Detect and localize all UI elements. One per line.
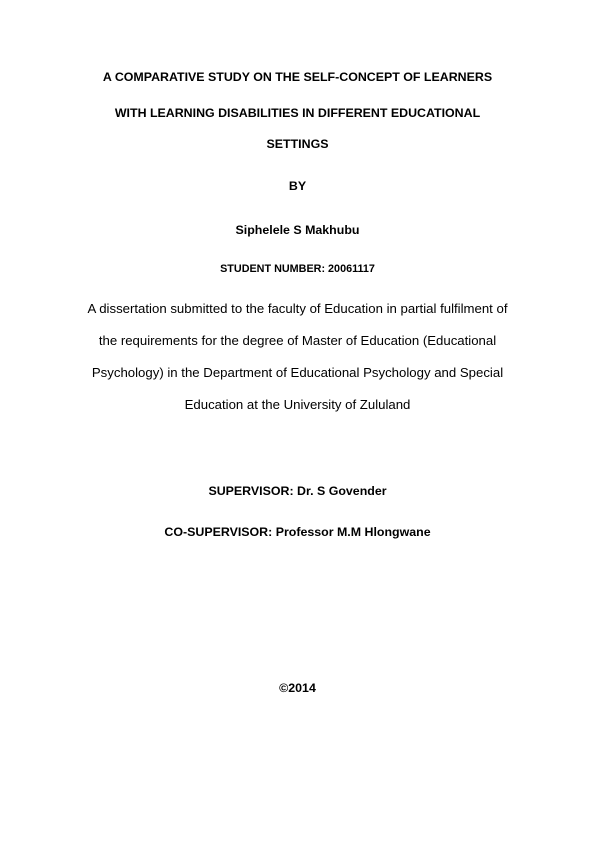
title-line-1: A COMPARATIVE STUDY ON THE SELF-CONCEPT OF LEARNERS xyxy=(102,70,493,84)
description-line-1: A dissertation submitted to the faculty of Education in partial fulfilment of xyxy=(87,301,508,316)
title-line-3: SETTINGS xyxy=(266,137,329,151)
description-line-2: the requirements for the degree of Master of Education (Educational xyxy=(98,333,497,348)
supervisor: SUPERVISOR: Dr. S Govender xyxy=(208,484,387,498)
description-line-4: Education at the University of Zululand xyxy=(184,397,411,412)
description-line-3: Psychology) in the Department of Educational Psychology and Special xyxy=(91,365,504,380)
title-line-2: WITH LEARNING DISABILITIES IN DIFFERENT EDUCATIONAL xyxy=(114,106,481,120)
author-name: Siphelele S Makhubu xyxy=(235,223,360,237)
copyright: ©2014 xyxy=(279,681,316,695)
student-number: STUDENT NUMBER: 20061117 xyxy=(220,263,375,275)
by-label: BY xyxy=(288,179,307,193)
co-supervisor: CO-SUPERVISOR: Professor M.M Hlongwane xyxy=(164,525,431,539)
